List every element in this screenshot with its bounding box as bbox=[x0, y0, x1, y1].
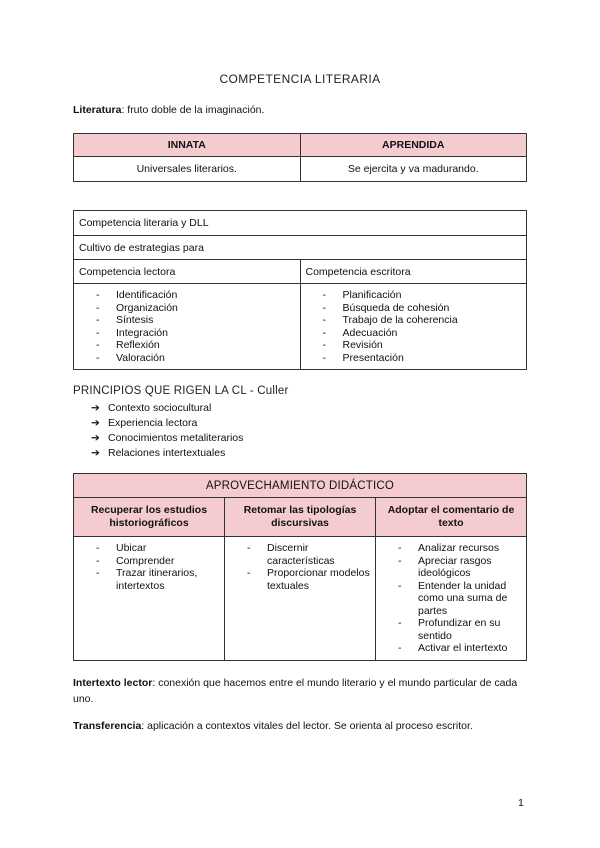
list-item: - Trabajo de la coherencia bbox=[323, 314, 522, 327]
header-recuperar: Recuperar los estudios historiográficos bbox=[74, 498, 225, 537]
arrow-icon: ➔ bbox=[91, 432, 100, 444]
competencia-dll-row: Competencia literaria y DLL bbox=[74, 211, 527, 236]
literatura-text: : fruto doble de la imaginación. bbox=[121, 104, 265, 116]
header-adoptar: Adoptar el comentario de texto bbox=[376, 498, 527, 537]
list-item: - Identificación bbox=[96, 289, 295, 302]
competencia-lectora-header: Competencia lectora bbox=[74, 260, 301, 284]
retomar-list bbox=[247, 542, 370, 592]
competencia-table bbox=[73, 210, 527, 370]
arrow-icon: ➔ bbox=[91, 417, 100, 429]
list-item: ➔ Experiencia lectora bbox=[91, 417, 198, 429]
retomar-list-cell bbox=[225, 537, 376, 661]
cell-aprendida: Se ejercita y va madurando. bbox=[300, 157, 527, 182]
recuperar-list-cell bbox=[74, 537, 225, 661]
list-item: ➔ Relaciones intertextuales bbox=[91, 447, 226, 459]
literatura-label: Literatura bbox=[73, 104, 122, 116]
list-item: - Profundizar en su sentido bbox=[398, 617, 521, 642]
list-item: - Valoración bbox=[96, 352, 295, 365]
escritora-list-cell bbox=[300, 284, 527, 370]
page-title: COMPETENCIA LITERARIA bbox=[219, 72, 381, 86]
intertexto-definition bbox=[73, 675, 533, 707]
header-aprendida: APRENDIDA bbox=[300, 134, 527, 157]
list-item: - Trazar itinerarios, intertextos bbox=[96, 567, 219, 592]
cultivo-row: Cultivo de estrategias para bbox=[74, 236, 527, 260]
transferencia-label: Transferencia bbox=[73, 720, 142, 732]
competencia-escritora-header: Competencia escritora bbox=[300, 260, 527, 284]
adoptar-list bbox=[398, 542, 521, 655]
list-item: ➔ Contexto sociocultural bbox=[91, 402, 212, 414]
page-number: 1 bbox=[518, 797, 524, 809]
list-item: - Ubicar bbox=[96, 542, 219, 555]
arrow-icon: ➔ bbox=[91, 447, 100, 459]
transferencia-text: : aplicación a contextos vitales del lector. Se orienta al proceso escritor. bbox=[141, 720, 473, 732]
adoptar-list-cell bbox=[376, 537, 527, 661]
list-item: - Planificación bbox=[323, 289, 522, 302]
transferencia-definition bbox=[73, 719, 533, 734]
header-retomar: Retomar las tipologías discursivas bbox=[225, 498, 376, 537]
list-item: - Búsqueda de cohesión bbox=[323, 302, 522, 315]
intertexto-label: Intertexto lector bbox=[73, 677, 153, 689]
list-item: - Reflexión bbox=[96, 339, 295, 352]
aprovechamiento-title: APROVECHAMIENTO DIDÁCTICO bbox=[74, 474, 527, 498]
cell-innata: Universales literarios. bbox=[74, 157, 301, 182]
arrow-icon: ➔ bbox=[91, 402, 100, 414]
lectora-list-cell bbox=[74, 284, 301, 370]
recuperar-list bbox=[96, 542, 219, 592]
list-item: - Integración bbox=[96, 327, 295, 340]
list-item: - Presentación bbox=[323, 352, 522, 365]
list-item: - Comprender bbox=[96, 555, 219, 568]
aprovechamiento-table bbox=[73, 473, 527, 661]
list-item: - Organización bbox=[96, 302, 295, 315]
list-item: - Analizar recursos bbox=[398, 542, 521, 555]
lectora-list bbox=[96, 289, 295, 364]
list-item: - Discernir características bbox=[247, 542, 370, 567]
list-item: - Entender la unidad como una suma de partes bbox=[398, 580, 521, 618]
list-item: - Proporcionar modelos textuales bbox=[247, 567, 370, 592]
intertexto-text: : conexión que hacemos entre el mundo literario y el mundo particular de cada uno. bbox=[73, 677, 518, 705]
list-item: - Revisión bbox=[323, 339, 522, 352]
list-item: - Adecuación bbox=[323, 327, 522, 340]
header-innata: INNATA bbox=[74, 134, 301, 157]
principios-heading: PRINCIPIOS QUE RIGEN LA CL - Culler bbox=[73, 385, 289, 397]
innata-aprendida-table bbox=[73, 133, 527, 182]
list-item: ➔ Conocimientos metaliterarios bbox=[91, 432, 244, 444]
list-item: - Apreciar rasgos ideológicos bbox=[398, 555, 521, 580]
literatura-definition bbox=[73, 103, 533, 118]
list-item: - Activar el intertexto bbox=[398, 642, 521, 655]
principios-list bbox=[91, 401, 243, 461]
escritora-list bbox=[323, 289, 522, 364]
list-item: - Síntesis bbox=[96, 314, 295, 327]
